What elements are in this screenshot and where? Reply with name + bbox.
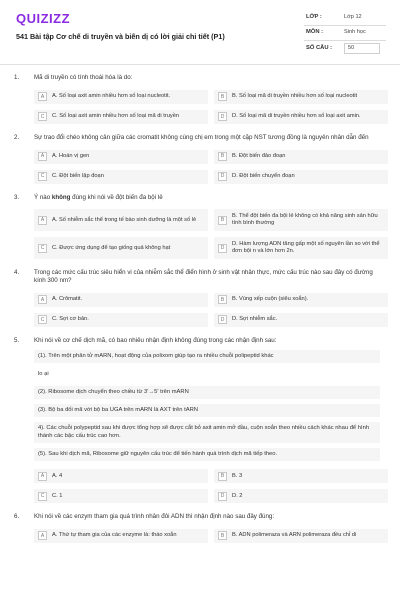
option-text: A. 4 <box>52 472 63 479</box>
question-text-emphasis: không <box>51 193 71 201</box>
option-text: A. Thứ tự tham gia của các enzyme là: tháo xoắn <box>52 532 177 539</box>
meta-value: Sinh học <box>344 29 366 36</box>
option-letter-box: D <box>218 112 227 121</box>
option-letter-box: C <box>38 492 47 501</box>
option-text: B. 3 <box>232 472 243 479</box>
option-text: C. 1 <box>52 492 63 499</box>
answer-option-d[interactable] <box>214 170 388 184</box>
answer-option-a[interactable] <box>34 293 208 307</box>
option-letter-box: A <box>38 295 47 304</box>
option-letter-box: B <box>218 92 227 101</box>
option-text: B. ADN polimeraza và ARN polimeraza đều chỉ di <box>232 532 357 539</box>
answer-option-a[interactable] <box>34 150 208 164</box>
option-letter-box: D <box>218 244 227 253</box>
quizizz-logo: QUIZIZZ <box>16 11 71 26</box>
option-text: A. Số nhiễm sắc thể trong tế bào sinh dưỡng là một số lẻ <box>52 216 197 223</box>
worksheet-title: 541 Bài tập Cơ chế di truyền và biến dị có lời giải chi tiết (P1) <box>16 32 225 41</box>
question-4 <box>0 269 400 327</box>
option-text: B. Thể đột biến đa bội lẻ không có khả năng sinh sản hữu tính bình thường <box>232 213 378 227</box>
answer-option-c[interactable] <box>34 170 208 184</box>
answer-option-b[interactable] <box>214 90 388 104</box>
statement-1: (1). Trên một phân tử mARN, hoạt động của polixom giúp tạo ra nhiều chuỗi polipeptid khác <box>34 350 380 363</box>
answer-option-d[interactable] <box>214 313 388 327</box>
meta-value: 50 <box>344 43 380 54</box>
answer-options <box>34 293 388 327</box>
meta-row-subject <box>304 26 386 42</box>
statement-4: 4). Các chuỗi polypeptid sau khi được tổng hợp sẽ được cắt bỏ axit amin mở đầu, cuộn xoắn theo nhiều cách khác nhau để hình thành các bậc cấu trúc cao hơn. <box>34 422 380 442</box>
answer-option-d[interactable] <box>214 110 388 124</box>
worksheet-header <box>0 0 400 65</box>
question-number: 4. <box>14 269 20 277</box>
question-text: Khi nói về các enzym tham gia quá trình nhân đôi ADN thì nhận định nào sau đây đúng: <box>34 513 275 521</box>
question-1 <box>0 74 400 124</box>
question-list <box>0 74 400 553</box>
answer-option-c[interactable] <box>34 110 208 124</box>
answer-option-a[interactable] <box>34 209 208 231</box>
question-2 <box>0 134 400 184</box>
option-text: B. Đột biến đảo đoạn <box>232 152 286 159</box>
option-letter-box: C <box>38 172 47 181</box>
statement-1-continued: lo ại <box>38 370 49 377</box>
option-letter-box: A <box>38 472 47 481</box>
answer-options <box>34 150 388 184</box>
question-text <box>34 194 380 202</box>
answer-option-d[interactable] <box>214 237 388 259</box>
statement-5: (5). Sau khi dịch mã, Ribosome giữ nguyên cấu trúc để tiến hành quá trình dịch mã tiếp theo. <box>34 448 380 461</box>
option-letter-box: C <box>38 244 47 253</box>
answer-options <box>34 529 388 543</box>
question-text: Trong các mức cấu trúc siêu hiển vi của nhiễm sắc thể điển hình ở sinh vật nhân thực, mức cấu trúc nào sau đây có đường kính 300 nm? <box>34 269 373 284</box>
option-text: A. Số loại axit amin nhiều hơn số loại nucleotit. <box>52 93 171 100</box>
option-letter-box: A <box>38 531 47 540</box>
answer-option-a[interactable] <box>34 469 208 483</box>
meta-row-grade <box>304 10 386 26</box>
answer-option-c[interactable] <box>34 489 208 503</box>
option-text: C. Sợi cơ bản. <box>52 316 89 323</box>
meta-value: Lớp 12 <box>344 13 362 20</box>
option-text: D. 2 <box>232 492 243 499</box>
option-text: D. Đột biến chuyển đoạn <box>232 172 295 179</box>
question-text: Sự trao đổi chéo không cân giữa các cromatit không cùng chị em trong một cặp NST tương đồng là nguyên nhân dẫn đến <box>34 133 369 141</box>
question-6 <box>0 513 400 543</box>
answer-options <box>34 90 388 124</box>
statement-2: (2). Ribosome dịch chuyển theo chiều từ 3'→5' trên mARN <box>34 386 380 399</box>
question-3 <box>0 194 400 260</box>
question-text: Mã di truyền có tính thoái hóa là do: <box>34 74 133 81</box>
question-number: 3. <box>14 193 20 201</box>
option-text: A. Hoán vị gen <box>52 152 90 159</box>
worksheet-meta <box>304 10 386 56</box>
answer-options <box>34 469 388 503</box>
option-text: B. Vùng xếp cuộn (siêu xoắn). <box>232 296 309 303</box>
statement-3: (3). Bộ ba đối mã với bộ ba UGA trên mARN là AXT trên tARN <box>34 404 380 417</box>
option-letter-box: C <box>38 315 47 324</box>
option-letter-box: B <box>218 216 227 225</box>
option-letter-box: D <box>218 172 227 181</box>
question-number: 5. <box>14 336 20 344</box>
answer-option-d[interactable] <box>214 489 388 503</box>
question-5 <box>0 337 400 503</box>
question-number: 2. <box>14 133 20 141</box>
option-text: C. Đột biến lặp đoạn <box>52 172 104 179</box>
option-text: C. Được ứng dụng để tạo giống quả không hạt <box>52 244 171 251</box>
meta-label: SỐ CÂU : <box>306 44 333 51</box>
option-text: D. Số loại mã di truyền nhiều hơn số loại axit amin. <box>232 113 361 120</box>
answer-option-b[interactable] <box>214 469 388 483</box>
option-text: A. Crômatit. <box>52 296 83 303</box>
meta-label: MÔN : <box>306 29 324 36</box>
answer-option-a[interactable] <box>34 529 208 543</box>
answer-option-b[interactable] <box>214 209 388 231</box>
question-number: 1. <box>14 74 20 81</box>
option-text: C. Số loại axit amin nhiều hơn số loại mã di truyền <box>52 113 180 120</box>
answer-option-a[interactable] <box>34 90 208 104</box>
meta-label: LỚP : <box>306 13 322 20</box>
option-letter-box: B <box>218 295 227 304</box>
option-text: D. Hàm lượng ADN tăng gấp một số nguyên lần so với thể đơn bội n và lớn hơn 2n. <box>232 241 380 255</box>
option-letter-box: B <box>218 472 227 481</box>
question-number: 6. <box>14 513 20 521</box>
option-letter-box: A <box>38 152 47 161</box>
option-letter-box: A <box>38 216 47 225</box>
answer-option-b[interactable] <box>214 293 388 307</box>
answer-option-c[interactable] <box>34 237 208 259</box>
question-text-pre: Ý nào <box>34 193 52 201</box>
question-text: Khi nói về cơ chế dịch mã, có bao nhiêu nhận định không đúng trong các nhận định sau: <box>34 336 277 344</box>
answer-option-b[interactable] <box>214 150 388 164</box>
meta-row-question-count <box>304 41 386 56</box>
option-letter-box: D <box>218 492 227 501</box>
option-letter-box: D <box>218 315 227 324</box>
answer-options <box>34 209 388 259</box>
option-letter-box: B <box>218 152 227 161</box>
option-text: D. Sợi nhiễm sắc. <box>232 316 278 323</box>
answer-option-c[interactable] <box>34 313 208 327</box>
question-text-post: đúng khi nói về đột biến đa bội lẻ <box>70 193 163 201</box>
option-text: B. Số loại mã di truyền nhiều hơn số loại nucleotit <box>232 93 358 100</box>
answer-option-b[interactable] <box>214 529 388 543</box>
option-letter-box: C <box>38 112 47 121</box>
option-letter-box: A <box>38 92 47 101</box>
option-letter-box: B <box>218 531 227 540</box>
